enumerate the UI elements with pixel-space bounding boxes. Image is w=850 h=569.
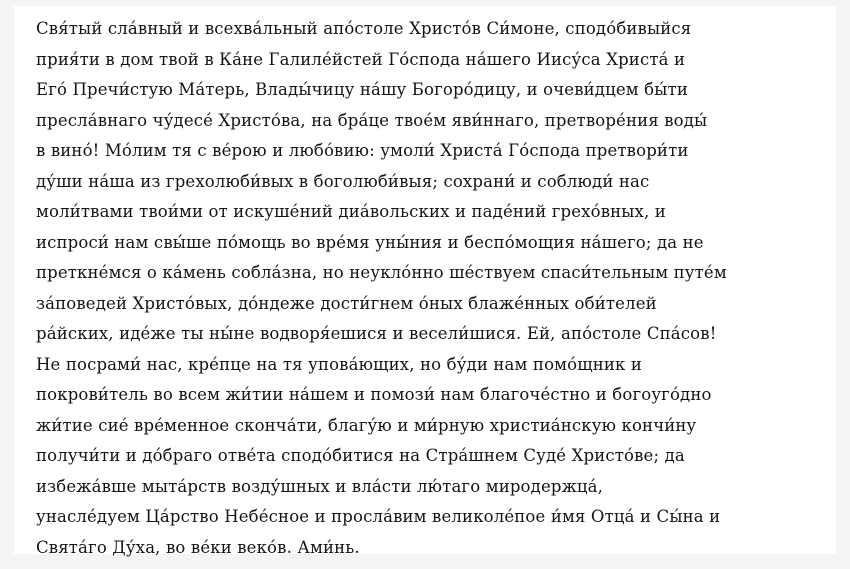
prayer-line: прия́ти в дом твой в Ка́не Галиле́йстей Го́спода на́шего Иису́са Христа́ и: [36, 49, 686, 69]
prayer-sheet: [14, 6, 836, 557]
prayer-line: Свя́тый сла́вный и всехва́льный апо́столе Христо́в Си́моне, сподо́бивыйся: [36, 19, 692, 38]
prayer-line: избежа́вше мыта́рств возду́шных и вла́сти лю́таго миродержца́,: [36, 476, 604, 496]
prayer-line: покрови́тель во всем жи́тии на́шем и помози́ нам благоче́стно и богоуго́дно: [36, 385, 712, 404]
prayer-line: жи́тие сие́ вре́менное сконча́ти, благу́ю и ми́рную христиа́нскую кончи́ну: [36, 415, 697, 435]
prayer-line: испроси́ нам свы́ше по́мощь во вре́мя уны́ния и беспо́мощия на́шего; да не: [36, 232, 704, 252]
prayer-line: преткне́мся о ка́мень собла́зна, но неукло́нно ше́ствуем спаси́тельным путе́м: [36, 263, 727, 282]
prayer-line: Его́ Пречи́стую Ма́терь, Влады́чицу на́шу Богоро́дицу, и очеви́дцем бы́ти: [36, 80, 688, 99]
prayer-line: Не посрами́ нас, кре́пце на тя упова́ющих, но бу́ди нам помо́щник и: [36, 354, 643, 374]
prayer-line: получи́ти и до́браго отве́та сподо́битися на Стра́шнем Суде́ Христо́ве; да: [36, 446, 685, 465]
prayer-line: моли́твами твои́ми от искуше́ний диа́вольских и паде́ний грехо́вных, и: [36, 202, 666, 221]
prayer-line: пресла́внаго чу́десе́ Христо́ва, на бра́це твое́м яви́ннаго, претворе́ния воды́: [36, 110, 708, 130]
prayer-line: Свята́го Ду́ха, во ве́ки веко́в. Ами́нь.: [36, 537, 360, 557]
prayer-line: ду́ши на́ша из грехолюби́вых в боголюби́выя; сохрани́ и соблюди́ нас: [36, 171, 650, 191]
prayer-line: в вино́! Мо́лим тя с ве́рою и любо́вию: умоли́ Христа́ Го́спода претвори́ти: [36, 141, 689, 160]
prayer-line: за́поведей Христо́вых, до́ндеже дости́гнем о́ных блаже́нных оби́телей: [36, 293, 657, 313]
prayer-line: ра́йских, иде́же ты ны́не водворя́ешися и весели́шися. Ей, апо́столе Спа́сов!: [36, 324, 717, 343]
prayer-line: унасле́дуем Ца́рство Небе́сное и просла́вим великоле́пое и́мя Отца́ и Сы́на и: [36, 507, 721, 526]
prayer-text: [36, 14, 727, 563]
